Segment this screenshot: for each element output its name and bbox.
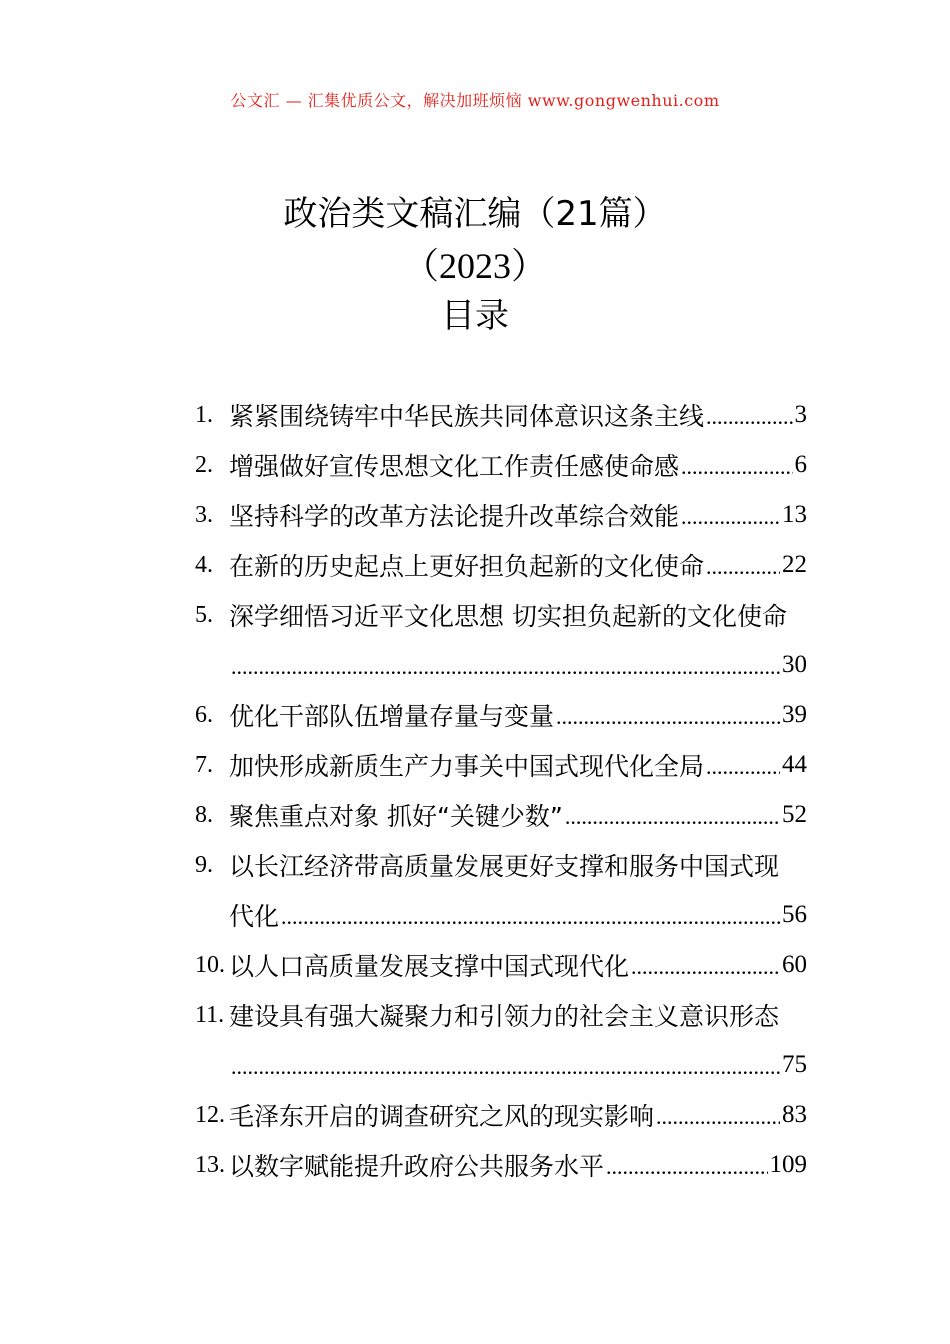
toc-entry-title: 聚焦重点对象 抓好“关键少数” bbox=[229, 802, 563, 831]
toc-entry[interactable] bbox=[195, 990, 807, 1090]
toc-entry-line bbox=[195, 690, 807, 740]
site-banner: 公文汇 — 汇集优质公文，解决加班烦恼 www.gongwenhui.com bbox=[230, 91, 720, 110]
toc-leader-dots bbox=[706, 754, 780, 790]
toc-entry-number: 4. bbox=[195, 551, 213, 578]
table-of-contents bbox=[195, 390, 807, 1190]
toc-leader-dots bbox=[281, 904, 780, 940]
toc-entry-number: 3. bbox=[195, 501, 213, 528]
toc-entry-title: 深学细悟习近平文化思想 切实担负起新的文化使命 bbox=[229, 602, 787, 631]
toc-entry[interactable] bbox=[195, 1090, 807, 1140]
toc-entry[interactable] bbox=[195, 940, 807, 990]
toc-entry-line bbox=[195, 790, 807, 840]
toc-entry-number: 2. bbox=[195, 451, 213, 478]
document-title: 政治类文稿汇编（21篇） bbox=[283, 194, 667, 234]
toc-leader-dots bbox=[631, 954, 780, 990]
toc-entry-title: 毛泽东开启的调查研究之风的现实影响 bbox=[229, 1102, 655, 1131]
toc-entry-number: 8. bbox=[195, 801, 213, 828]
toc-entry-number: 11. bbox=[195, 1001, 225, 1028]
toc-entry-page: 60 bbox=[782, 951, 807, 978]
toc-entry-line bbox=[195, 1040, 807, 1090]
toc-entry-line bbox=[195, 640, 807, 690]
toc-entry-page: 52 bbox=[782, 801, 807, 828]
toc-leader-dots bbox=[706, 554, 780, 590]
toc-entry[interactable] bbox=[195, 590, 807, 690]
toc-entry-line bbox=[195, 1090, 807, 1140]
toc-leader-dots bbox=[556, 704, 780, 740]
toc-leader-dots bbox=[231, 654, 780, 690]
toc-entry-line bbox=[195, 590, 807, 640]
toc-entry-line bbox=[195, 490, 807, 540]
toc-entry-line bbox=[195, 940, 807, 990]
toc-entry-title: 优化干部队伍增量存量与变量 bbox=[229, 702, 555, 731]
toc-entry-number: 7. bbox=[195, 751, 213, 778]
toc-entry-title: 紧紧围绕铸牢中华民族共同体意识这条主线 bbox=[229, 402, 705, 431]
toc-entry-page: 44 bbox=[782, 751, 807, 778]
toc-entry-line bbox=[195, 840, 807, 890]
toc-entry[interactable] bbox=[195, 490, 807, 540]
toc-leader-dots bbox=[681, 504, 780, 540]
toc-entry[interactable] bbox=[195, 690, 807, 740]
toc-entry-page: 6 bbox=[794, 451, 807, 478]
toc-entry-page: 56 bbox=[782, 901, 807, 928]
toc-entry-title: 在新的历史起点上更好担负起新的文化使命 bbox=[229, 552, 705, 581]
toc-entry-number: 9. bbox=[195, 851, 213, 878]
toc-entry-number: 10. bbox=[195, 951, 225, 978]
toc-entry-title: 建设具有强大凝聚力和引领力的社会主义意识形态 bbox=[229, 1002, 780, 1031]
toc-entry-line bbox=[195, 740, 807, 790]
document-year: （2023） bbox=[402, 246, 547, 286]
toc-entry-page: 109 bbox=[769, 1151, 807, 1178]
toc-entry[interactable] bbox=[195, 790, 807, 840]
toc-entry-number: 13. bbox=[195, 1151, 225, 1178]
toc-heading: 目录 bbox=[441, 296, 509, 336]
toc-entry-line bbox=[195, 1140, 807, 1190]
toc-entry-page: 39 bbox=[782, 701, 807, 728]
toc-entry-title: 以人口高质量发展支撑中国式现代化 bbox=[229, 952, 630, 981]
toc-leader-dots bbox=[681, 454, 792, 490]
toc-entry-title: 代化 bbox=[229, 902, 280, 931]
toc-leader-dots bbox=[656, 1104, 780, 1140]
toc-entry-line bbox=[195, 890, 807, 940]
toc-entry-title: 加快形成新质生产力事关中国式现代化全局 bbox=[229, 752, 705, 781]
toc-entry-number: 12. bbox=[195, 1101, 225, 1128]
toc-leader-dots bbox=[231, 1054, 780, 1090]
toc-entry-page: 3 bbox=[794, 401, 807, 428]
toc-leader-dots bbox=[606, 1154, 767, 1190]
toc-entry[interactable] bbox=[195, 440, 807, 490]
toc-entry[interactable] bbox=[195, 840, 807, 940]
toc-entry-number: 5. bbox=[195, 601, 213, 628]
toc-entry[interactable] bbox=[195, 540, 807, 590]
toc-entry-page: 83 bbox=[782, 1101, 807, 1128]
toc-entry-title: 以数字赋能提升政府公共服务水平 bbox=[229, 1152, 605, 1181]
toc-entry[interactable] bbox=[195, 390, 807, 440]
toc-entry[interactable] bbox=[195, 740, 807, 790]
toc-entry-number: 6. bbox=[195, 701, 213, 728]
toc-entry-title: 坚持科学的改革方法论提升改革综合效能 bbox=[229, 502, 680, 531]
toc-entry-line bbox=[195, 990, 807, 1040]
toc-entry-page: 13 bbox=[782, 501, 807, 528]
toc-leader-dots bbox=[565, 804, 780, 840]
toc-entry-line bbox=[195, 540, 807, 590]
toc-entry-page: 75 bbox=[782, 1051, 807, 1078]
toc-entry-line bbox=[195, 440, 807, 490]
toc-leader-dots bbox=[706, 404, 792, 440]
toc-entry-number: 1. bbox=[195, 401, 213, 428]
toc-entry[interactable] bbox=[195, 1140, 807, 1190]
toc-entry-page: 30 bbox=[782, 651, 807, 678]
toc-entry-line bbox=[195, 390, 807, 440]
toc-entry-title: 增强做好宣传思想文化工作责任感使命感 bbox=[229, 452, 680, 481]
toc-entry-page: 22 bbox=[782, 551, 807, 578]
toc-entry-title: 以长江经济带高质量发展更好支撑和服务中国式现 bbox=[229, 852, 780, 881]
